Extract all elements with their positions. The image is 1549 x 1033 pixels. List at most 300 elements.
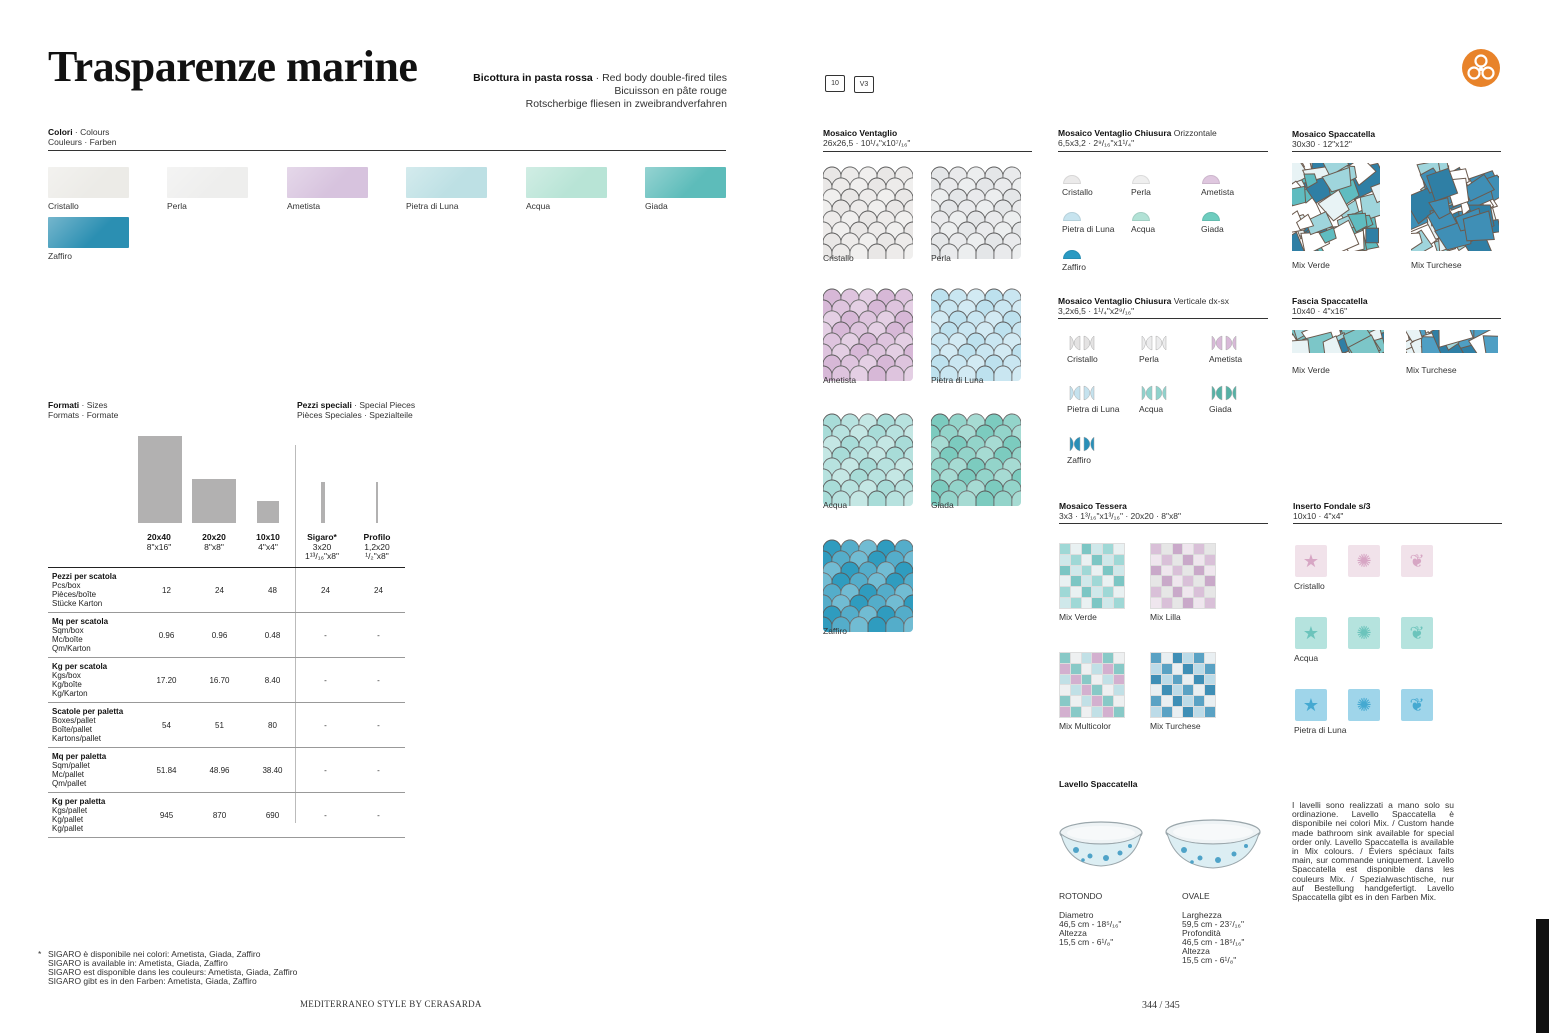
tessera-chip: [1071, 675, 1081, 685]
chiusura-vert-label: Perla: [1139, 354, 1159, 364]
tessera-chip: [1151, 576, 1161, 586]
lavello-spec-line: Altezza: [1059, 928, 1087, 938]
subtitle-bold: Bicottura in pasta rossa: [473, 72, 593, 84]
chiusura-vert-label: Ametista: [1209, 354, 1243, 364]
tessera-chip: [1103, 696, 1113, 706]
footer-brand: MEDITERRANEO STYLE BY CERASARDA: [300, 999, 482, 1009]
tessera-chip: [1162, 544, 1172, 554]
specs-row: [48, 658, 405, 703]
specs-row-sub: Kg/boîte: [52, 680, 82, 689]
inserto-head-line2: 10x10 · 4"x4": [1293, 511, 1344, 521]
tessera-chip: [1060, 598, 1070, 608]
chiusura-oriz-head-bold: Mosaico Ventaglio Chiusura: [1058, 128, 1172, 138]
colori-head-line2: Couleurs · Farben: [48, 137, 117, 147]
tessera-chip: [1082, 707, 1092, 717]
fascia-tile-image: [1292, 330, 1384, 353]
tessera-rule: [1059, 523, 1268, 524]
format-sub: 4"x4": [258, 541, 278, 552]
tessera-chip: [1060, 696, 1070, 706]
inserto-tile-icon: ✺: [1348, 545, 1380, 577]
tessera-chip: [1194, 707, 1204, 717]
tessera-chip: [1194, 675, 1204, 685]
spaccatella-rule: [1292, 151, 1501, 152]
footnote-star: *: [38, 949, 42, 959]
tessera-chip: [1114, 675, 1124, 685]
formati-head-line2: Formats · Formate: [48, 410, 119, 420]
page-title: Trasparenze marine: [48, 42, 418, 91]
tessera-chip: [1151, 685, 1161, 695]
tessera-chip: [1092, 653, 1102, 663]
chiusura-vert-rule: [1058, 318, 1268, 319]
lavello-spec-line: 59,5 cm - 23⁷/₁₆": [1182, 919, 1244, 929]
chiusura-oriz-head-line2: 6,5x3,2 · 2⁹/₁₆"x1¹/₄": [1058, 138, 1135, 148]
ventaglio-label: Ametista: [823, 375, 857, 385]
tessera-chip: [1205, 598, 1215, 608]
tessera-chip: [1205, 587, 1215, 597]
chiusura-oriz-head-rest: Orizzontale: [1171, 128, 1217, 138]
tessera-chip: [1151, 566, 1161, 576]
specs-row-title: Mq per scatola: [52, 617, 109, 626]
chiusura-vert-piece: [1140, 384, 1168, 404]
tessera-chip: [1082, 566, 1092, 576]
tessera-chip: [1103, 566, 1113, 576]
specs-cell: 38.40: [246, 748, 299, 793]
tessera-chip: [1071, 653, 1081, 663]
specs-cell: 24: [299, 568, 352, 613]
specs-row-title: Mq per paletta: [52, 752, 107, 761]
ventaglio-tile-image: [823, 286, 913, 381]
specs-row-sub: Qm/pallet: [52, 779, 87, 788]
tessera-chip: [1151, 653, 1161, 663]
tessera-chip: [1071, 707, 1081, 717]
chiusura-vert-label: Giada: [1209, 404, 1232, 414]
ventaglio-rule: [823, 151, 1032, 152]
tessera-label: Mix Verde: [1059, 612, 1097, 622]
tessera-chip: [1103, 587, 1113, 597]
tessera-chip: [1092, 544, 1102, 554]
specs-cell: -: [299, 658, 352, 703]
chiusura-vert-label: Acqua: [1139, 404, 1164, 414]
formati-heading: [48, 400, 118, 420]
subtitle-line1: · Red body double-fired tiles: [592, 72, 727, 84]
specs-row-sub: Qm/Karton: [52, 644, 91, 653]
specs-row-title: Kg per scatola: [52, 662, 108, 671]
tessera-chip: [1173, 566, 1183, 576]
colour-swatch: [287, 167, 368, 198]
colour-swatch-label: Ametista: [287, 201, 321, 211]
ventaglio-label: Giada: [931, 500, 954, 510]
tessera-chip: [1151, 707, 1161, 717]
tessera-chip: [1205, 576, 1215, 586]
tessera-chip: [1060, 555, 1070, 565]
specs-cell: 0.48: [246, 613, 299, 658]
chiusura-oriz-label: Zaffiro: [1062, 262, 1086, 272]
lavello-heading: [1059, 779, 1137, 789]
tessera-chip: [1183, 664, 1193, 674]
tessera-chip: [1194, 598, 1204, 608]
tessera-chip: [1103, 598, 1113, 608]
format-name: Sigaro*: [307, 532, 337, 542]
tessera-chip: [1162, 566, 1172, 576]
inserto-tile-icon: ✺: [1348, 617, 1380, 649]
fascia-label: Mix Turchese: [1406, 365, 1457, 375]
ventaglio-tile-image: [823, 411, 913, 506]
colori-rule: [48, 150, 726, 151]
tessera-label: Mix Lilla: [1150, 612, 1181, 622]
specs-row-sub: Stücke Karton: [52, 599, 103, 608]
specs-row-label: [48, 748, 140, 793]
chiusura-oriz-heading: [1058, 128, 1217, 148]
tessera-chip: [1060, 664, 1070, 674]
chiusura-vert-label: Cristallo: [1067, 354, 1098, 364]
tessera-chip: [1071, 566, 1081, 576]
chiusura-vert-head-rest: Verticale dx-sx: [1171, 296, 1229, 306]
tessera-chip: [1151, 664, 1161, 674]
tessera-chip: [1060, 653, 1070, 663]
tessera-chip: [1183, 587, 1193, 597]
specs-row-sub: Kg/pallet: [52, 815, 84, 824]
tessera-chip: [1194, 696, 1204, 706]
tessera-chip: [1092, 664, 1102, 674]
colour-swatch: [167, 167, 248, 198]
tessera-chip: [1173, 664, 1183, 674]
tessera-chip: [1092, 555, 1102, 565]
chiusura-vert-head-line2: 3,2x6,5 · 1¹/₄"x2⁹/₁₆": [1058, 306, 1135, 316]
tessera-chip: [1071, 544, 1081, 554]
fascia-label: Mix Verde: [1292, 365, 1330, 375]
lavello-spec: [1182, 892, 1244, 965]
specs-row: [48, 793, 405, 838]
tessera-chip: [1114, 685, 1124, 695]
tessera-chip: [1183, 685, 1193, 695]
colour-swatch: [645, 167, 726, 198]
lavello-head-bold: Lavello Spaccatella: [1059, 779, 1138, 789]
tessera-tile-image: [1150, 543, 1216, 609]
tessera-chip: [1173, 555, 1183, 565]
lavello-name: ROTONDO: [1059, 891, 1103, 901]
tessera-chip: [1060, 587, 1070, 597]
tessera-chip: [1082, 653, 1092, 663]
tessera-chip: [1114, 664, 1124, 674]
specs-cell: -: [352, 748, 405, 793]
tessera-chip: [1173, 707, 1183, 717]
colour-swatch-label: Zaffiro: [48, 251, 72, 261]
tessera-chip: [1103, 675, 1113, 685]
specs-row: [48, 748, 405, 793]
special-heading: [297, 400, 415, 420]
specs-row-sub: Kg/pallet: [52, 824, 84, 833]
format-sub: 8"x16": [146, 541, 172, 552]
chiusura-oriz-label: Pietra di Luna: [1062, 224, 1115, 234]
chiusura-vert-piece: [1210, 384, 1238, 404]
specs-cell: 51.84: [140, 748, 193, 793]
size-20x20-shape: [192, 479, 236, 523]
specs-cell: -: [352, 703, 405, 748]
lavello-name: OVALE: [1182, 891, 1210, 901]
colori-head-rest: · Colours: [72, 127, 110, 137]
specs-row-label: [48, 703, 140, 748]
specs-row-sub: Boîte/pallet: [52, 725, 93, 734]
format-column-label: [347, 533, 407, 562]
tessera-tile-image: [1059, 652, 1125, 718]
specs-cell: -: [299, 613, 352, 658]
lavello-spec: [1059, 892, 1121, 947]
tessera-tile-image: [1059, 543, 1125, 609]
sink-rotondo-image: [1058, 820, 1144, 868]
tessera-chip: [1103, 707, 1113, 717]
subtitle-line2: Bicuisson en pâte rouge: [614, 85, 727, 97]
tessera-chip: [1183, 566, 1193, 576]
tessera-chip: [1082, 664, 1092, 674]
specs-table: [48, 567, 405, 838]
lavello-description: I lavelli sono realizzati a mano solo su ordinazione. Lavello Spaccatella è disponibile nei colori Mix. / Custom hande made bathroom sink available for special order only. Lavello Spaccatella is available in Mix colours. / Éviers spéciaux faits main, sur commande uniquement. Lavello Spaccatella est disponible dans les couleurs Mix. / Spezialwaschtische, nur auf Bestellung handgefertigt. Lavello Spaccatella gibt es in den Farben Mix.: [1292, 800, 1454, 903]
specs-row-label: [48, 568, 140, 613]
specs-cell: 16.70: [193, 658, 246, 703]
tessera-chip: [1060, 685, 1070, 695]
chiusura-oriz-label: Acqua: [1131, 224, 1156, 234]
chiusura-oriz-piece: [1202, 175, 1220, 184]
tessera-chip: [1173, 544, 1183, 554]
specs-cell: 54: [140, 703, 193, 748]
chiusura-vert-head-bold: Mosaico Ventaglio Chiusura: [1058, 296, 1172, 306]
lavello-spec-line: 15,5 cm - 6¹/₈": [1059, 937, 1114, 947]
chiusura-vert-label: Pietra di Luna: [1067, 404, 1120, 414]
variation-badge: V3: [854, 76, 874, 93]
format-sub2: 1¹³/₁₆"x8": [304, 551, 340, 561]
specs-cell: -: [299, 793, 352, 838]
tessera-chip: [1173, 587, 1183, 597]
tessera-chip: [1151, 696, 1161, 706]
tessera-chip: [1082, 544, 1092, 554]
page-edge-tab: [1536, 919, 1549, 1033]
tessera-label: Mix Turchese: [1150, 721, 1201, 731]
lavello-spec-line: 46,5 cm - 18⁵/₁₆": [1059, 919, 1122, 929]
ventaglio-tile-image: [823, 537, 913, 632]
tessera-chip: [1071, 576, 1081, 586]
tessera-chip: [1092, 696, 1102, 706]
tessera-chip: [1183, 555, 1193, 565]
specs-row-sub: Kgs/box: [52, 671, 81, 680]
colour-swatch-label: Acqua: [526, 201, 551, 211]
specs-row-title: Pezzi per scatola: [52, 572, 117, 581]
tessera-chip: [1060, 576, 1070, 586]
inserto-heading: [1293, 501, 1370, 521]
colori-heading: [48, 127, 117, 147]
specs-cell: 48: [246, 568, 299, 613]
spaccatella-label: Mix Verde: [1292, 260, 1330, 270]
chiusura-oriz-piece: [1063, 175, 1081, 184]
format-name: 20x20: [202, 532, 226, 542]
footnote-line: SIGARO est disponible dans les couleurs: Ametista, Giada, Zaffiro: [48, 967, 298, 977]
inserto-head-bold: Inserto Fondale s/3: [1293, 501, 1371, 511]
format-column-label: [129, 533, 189, 552]
tessera-chip: [1205, 555, 1215, 565]
tessera-chip: [1060, 544, 1070, 554]
specs-row-sub: Sqm/box: [52, 626, 84, 635]
tessera-chip: [1162, 696, 1172, 706]
tessera-chip: [1151, 555, 1161, 565]
tessera-chip: [1082, 675, 1092, 685]
tessera-chip: [1205, 544, 1215, 554]
tessera-chip: [1173, 675, 1183, 685]
specs-cell: -: [352, 613, 405, 658]
chiusura-oriz-piece: [1202, 212, 1220, 221]
tessera-head-bold: Mosaico Tessera: [1059, 501, 1127, 511]
specs-cell: 24: [193, 568, 246, 613]
tessera-chip: [1183, 696, 1193, 706]
tessera-chip: [1114, 587, 1124, 597]
specs-cell: 80: [246, 703, 299, 748]
tessera-chip: [1205, 696, 1215, 706]
chiusura-oriz-label: Cristallo: [1062, 187, 1093, 197]
inserto-tile-icon: ★: [1295, 617, 1327, 649]
specs-cell: 48.96: [193, 748, 246, 793]
tessera-chip: [1060, 707, 1070, 717]
specs-cell: -: [352, 658, 405, 703]
tessera-chip: [1114, 598, 1124, 608]
chiusura-oriz-rule: [1058, 151, 1268, 152]
special-head-line2: Pièces Speciales · Spezialteile: [297, 410, 413, 420]
size-20x40-shape: [138, 436, 182, 523]
fascia-tile-image: [1406, 330, 1498, 353]
tessera-chip: [1173, 576, 1183, 586]
tessera-chip: [1173, 598, 1183, 608]
specs-row-label: [48, 613, 140, 658]
special-head-bold: Pezzi speciali: [297, 400, 352, 410]
tessera-chip: [1092, 576, 1102, 586]
ventaglio-label: Perla: [931, 253, 951, 263]
inserto-tile-icon: ★: [1295, 689, 1327, 721]
tessera-chip: [1205, 664, 1215, 674]
lavello-spec-line: Altezza: [1182, 946, 1210, 956]
chiusura-oriz-label: Giada: [1201, 224, 1224, 234]
tessera-chip: [1162, 653, 1172, 663]
specs-row-sub: Boxes/pallet: [52, 716, 96, 725]
specs-row-sub: Kartons/pallet: [52, 734, 101, 743]
tessera-heading: [1059, 501, 1181, 521]
tessera-chip: [1114, 555, 1124, 565]
tessera-chip: [1205, 675, 1215, 685]
ventaglio-head-line2: 26x26,5 · 10¹/₄"x10⁷/₁₆": [823, 138, 911, 148]
specs-row-sub: Mc/pallet: [52, 770, 85, 779]
spaccatella-tile-image: [1292, 163, 1380, 251]
tessera-chip: [1114, 576, 1124, 586]
inserto-tile-icon: ❦: [1401, 617, 1433, 649]
tessera-chip: [1071, 598, 1081, 608]
tessera-chip: [1151, 598, 1161, 608]
tessera-tile-image: [1150, 652, 1216, 718]
tessera-chip: [1173, 653, 1183, 663]
chiusura-oriz-piece: [1063, 250, 1081, 259]
tessera-chip: [1082, 555, 1092, 565]
chiusura-oriz-label: Perla: [1131, 187, 1151, 197]
chiusura-vert-piece: [1068, 435, 1096, 455]
tessera-chip: [1114, 707, 1124, 717]
specs-row-sub: Sqm/pallet: [52, 761, 90, 770]
chiusura-vert-piece: [1210, 334, 1238, 354]
tessera-chip: [1060, 566, 1070, 576]
ventaglio-label: Acqua: [823, 500, 848, 510]
profilo-shape: [376, 482, 378, 523]
tessera-chip: [1194, 587, 1204, 597]
specs-cell: 51: [193, 703, 246, 748]
chiusura-oriz-piece: [1132, 212, 1150, 221]
tessera-chip: [1092, 675, 1102, 685]
tessera-chip: [1092, 685, 1102, 695]
specs-cell: 12: [140, 568, 193, 613]
specs-cell: 17.20: [140, 658, 193, 703]
lavello-spec-line: 15,5 cm - 6¹/₈": [1182, 955, 1237, 965]
tessera-chip: [1194, 566, 1204, 576]
colour-swatch-label: Cristallo: [48, 201, 79, 211]
chiusura-vert-label: Zaffiro: [1067, 455, 1091, 465]
fascia-head-bold: Fascia Spaccatella: [1292, 296, 1368, 306]
thickness-badge: 10: [825, 75, 845, 92]
tessera-chip: [1151, 675, 1161, 685]
ventaglio-tile-image: [823, 164, 913, 259]
colour-swatch: [48, 217, 129, 248]
inserto-label: Cristallo: [1294, 581, 1325, 591]
inserto-tile-icon: ❦: [1401, 545, 1433, 577]
footnote: [38, 950, 297, 986]
tessera-chip: [1082, 696, 1092, 706]
tessera-chip: [1205, 685, 1215, 695]
format-sub2: ¹/₂"x8": [365, 551, 389, 561]
footnote-line: SIGARO is available in: Ametista, Giada, Zaffiro: [48, 958, 228, 968]
tessera-chip: [1114, 696, 1124, 706]
ventaglio-heading: [823, 128, 910, 148]
ventaglio-label: Cristallo: [823, 253, 854, 263]
tessera-chip: [1183, 675, 1193, 685]
spaccatella-head-line2: 30x30 · 12"x12": [1292, 139, 1352, 149]
format-sub: 1,2x20: [364, 541, 390, 552]
colour-swatch-label: Giada: [645, 201, 668, 211]
tessera-chip: [1071, 685, 1081, 695]
lavello-spec-line: Larghezza: [1182, 910, 1222, 920]
chiusura-vert-piece: [1068, 384, 1096, 404]
ventaglio-head-bold: Mosaico Ventaglio: [823, 128, 898, 138]
footnote-line: SIGARO è disponibile nei colori: Ametista, Giada, Zaffiro: [48, 949, 261, 959]
spaccatella-label: Mix Turchese: [1411, 260, 1462, 270]
colour-swatch: [406, 167, 487, 198]
tessera-chip: [1092, 587, 1102, 597]
format-name: Profilo: [363, 532, 391, 542]
tessera-chip: [1162, 685, 1172, 695]
size-10x10-shape: [257, 501, 279, 523]
sigaro-shape: [321, 482, 325, 523]
inserto-label: Pietra di Luna: [1294, 725, 1347, 735]
ventaglio-tile-image: [931, 286, 1021, 381]
tessera-chip: [1205, 707, 1215, 717]
specs-row: [48, 613, 405, 658]
chiusura-vert-piece: [1140, 334, 1168, 354]
specs-cell: 945: [140, 793, 193, 838]
tessera-chip: [1114, 653, 1124, 663]
tessera-chip: [1173, 685, 1183, 695]
inserto-rule: [1293, 523, 1502, 524]
tessera-chip: [1082, 598, 1092, 608]
specs-cell: 870: [193, 793, 246, 838]
subtitle-line3: Rotscherbige fliesen in zweibrandverfahren: [525, 98, 727, 110]
spaccatella-heading: [1292, 129, 1375, 149]
tessera-chip: [1194, 544, 1204, 554]
colour-swatch: [48, 167, 129, 198]
inserto-tile-icon: ✺: [1348, 689, 1380, 721]
tessera-chip: [1183, 544, 1193, 554]
tessera-head-line2: 3x3 · 1³/₁₆"x1³/₁₆" · 20x20 · 8"x8": [1059, 511, 1181, 521]
specs-row-sub: Mc/boîte: [52, 635, 83, 644]
format-column-label: [238, 533, 298, 552]
